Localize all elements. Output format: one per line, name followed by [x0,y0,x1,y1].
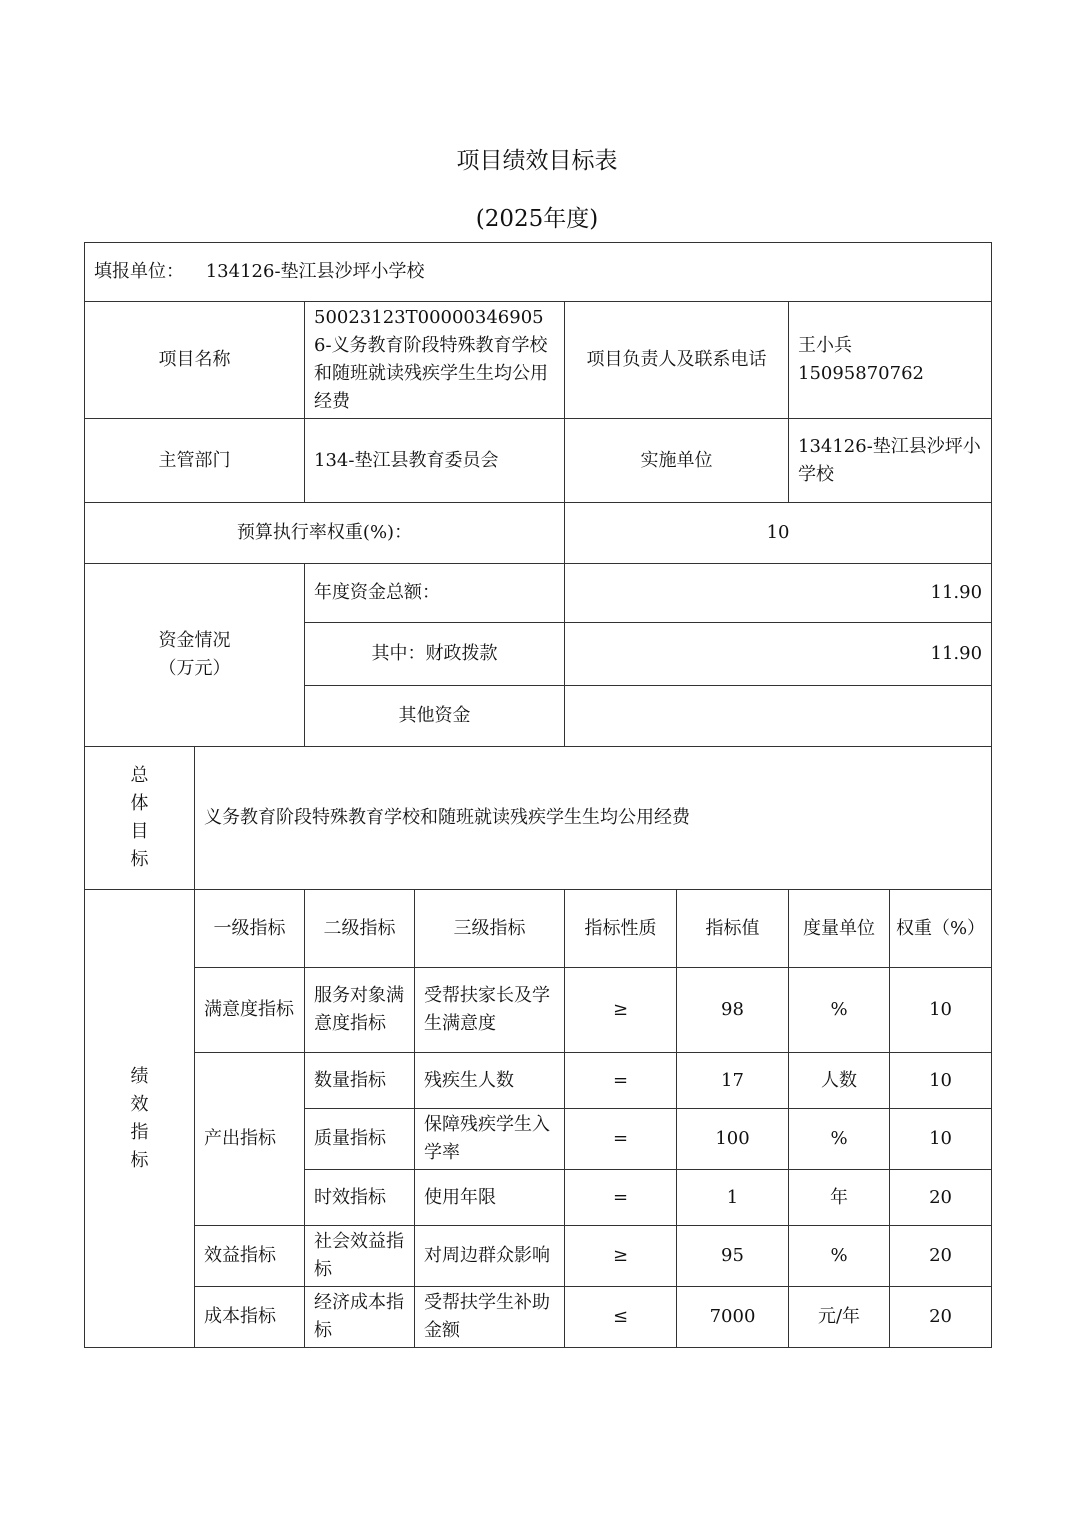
budget-weight-value: 10 [565,503,992,564]
indicator-nature: = [565,1053,677,1109]
indicator-level3: 保障残疾学生入学率 [415,1109,565,1170]
indicator-level3: 使用年限 [415,1170,565,1226]
indicator-value: 98 [677,968,789,1053]
funds-other-value [565,686,992,747]
dept-row [85,419,992,503]
funds-total-value: 11.90 [565,564,992,623]
dept-label: 主管部门 [85,419,305,503]
impl-value: 134126-垫江县沙坪小学校 [789,419,992,503]
indicator-weight: 10 [890,1053,992,1109]
header-level3: 三级指标 [415,890,565,968]
funds-unit: （万元） [158,658,231,679]
overall-label-char: 标 [130,849,149,870]
funds-label: 资金情况 [158,630,231,651]
header-value: 指标值 [677,890,789,968]
header-unit: 度量单位 [789,890,890,968]
indicator-nature: ≥ [565,1226,677,1287]
indicator-weight: 20 [890,1170,992,1226]
indicator-row [85,1053,992,1109]
indicator-row [85,968,992,1053]
indicator-weight: 10 [890,968,992,1053]
project-row [85,302,992,419]
indicator-level2: 社会效益指标 [305,1226,415,1287]
overall-label [85,747,195,890]
dept-value: 134-垫江县教育委员会 [305,419,565,503]
filler-row [85,243,992,302]
funds-fiscal-value: 11.90 [565,623,992,686]
indicator-unit: 元/年 [789,1287,890,1348]
project-name-value: 50023123T000003469056-义务教育阶段特殊教育学校和随班就读残疾学生生均公用经费 [305,302,565,419]
impl-label: 实施单位 [565,419,789,503]
filler-cell [85,243,992,302]
filler-label: 填报单位： [94,261,184,282]
funds-total-row [85,564,992,623]
indicator-level2: 数量指标 [305,1053,415,1109]
funds-fiscal-label: 其中：财政拨款 [305,623,565,686]
indicator-value: 95 [677,1226,789,1287]
indicators-label [85,890,195,1348]
indicator-level1: 产出指标 [195,1053,305,1226]
indicators-label-char: 绩 [130,1065,149,1087]
indicator-value: 100 [677,1109,789,1170]
indicator-nature: ≥ [565,968,677,1053]
indicator-nature: ≤ [565,1287,677,1348]
indicator-level2: 经济成本指标 [305,1287,415,1348]
page-subtitle: (2025年度) [475,206,599,232]
indicator-level2: 质量指标 [305,1109,415,1170]
indicator-row [85,1226,992,1287]
indicator-nature: = [565,1109,677,1170]
indicator-level3: 受帮扶家长及学生满意度 [415,968,565,1053]
indicator-unit: % [789,1109,890,1170]
indicator-level3: 对周边群众影响 [415,1226,565,1287]
indicator-unit: 人数 [789,1053,890,1109]
filler-value: 134126-垫江县沙坪小学校 [205,261,425,282]
indicator-level1: 效益指标 [195,1226,305,1287]
indicator-header-row [85,890,992,968]
indicator-nature: = [565,1170,677,1226]
indicator-level2: 服务对象满意度指标 [305,968,415,1053]
overall-row [85,747,992,890]
indicator-level1: 满意度指标 [195,968,305,1053]
indicator-value: 17 [677,1053,789,1109]
indicators-label-char: 效 [130,1093,149,1115]
funds-label-cell [85,564,305,747]
indicator-value: 1 [677,1170,789,1226]
header-weight: 权重（%） [890,890,992,968]
overall-label-char: 总 [130,765,149,786]
indicators-label-char: 标 [130,1149,149,1171]
indicator-level2: 时效指标 [305,1170,415,1226]
indicator-weight: 10 [890,1109,992,1170]
overall-text: 义务教育阶段特殊教育学校和随班就读残疾学生生均公用经费 [195,747,992,890]
budget-weight-label: 预算执行率权重(%)： [85,503,565,564]
overall-label-char: 体 [130,793,149,814]
performance-table [84,242,992,1348]
header-nature: 指标性质 [565,890,677,968]
funds-total-label: 年度资金总额： [305,564,565,623]
project-name-label: 项目名称 [85,302,305,419]
indicator-weight: 20 [890,1226,992,1287]
indicator-row [85,1287,992,1348]
page-title: 项目绩效目标表 [456,148,618,174]
indicator-weight: 20 [890,1287,992,1348]
indicator-level1: 成本指标 [195,1287,305,1348]
indicator-unit: % [789,968,890,1053]
indicator-unit: 年 [789,1170,890,1226]
header-level1: 一级指标 [195,890,305,968]
header-level2: 二级指标 [305,890,415,968]
indicator-unit: % [789,1226,890,1287]
project-contact-value: 王小兵 15095870762 [789,302,992,419]
indicator-value: 7000 [677,1287,789,1348]
indicator-level3: 受帮扶学生补助金额 [415,1287,565,1348]
project-contact-label: 项目负责人及联系电话 [565,302,789,419]
budget-weight-row [85,503,992,564]
indicator-level3: 残疾生人数 [415,1053,565,1109]
overall-label-char: 目 [130,821,149,842]
indicators-label-char: 指 [130,1121,149,1143]
funds-other-label: 其他资金 [305,686,565,747]
